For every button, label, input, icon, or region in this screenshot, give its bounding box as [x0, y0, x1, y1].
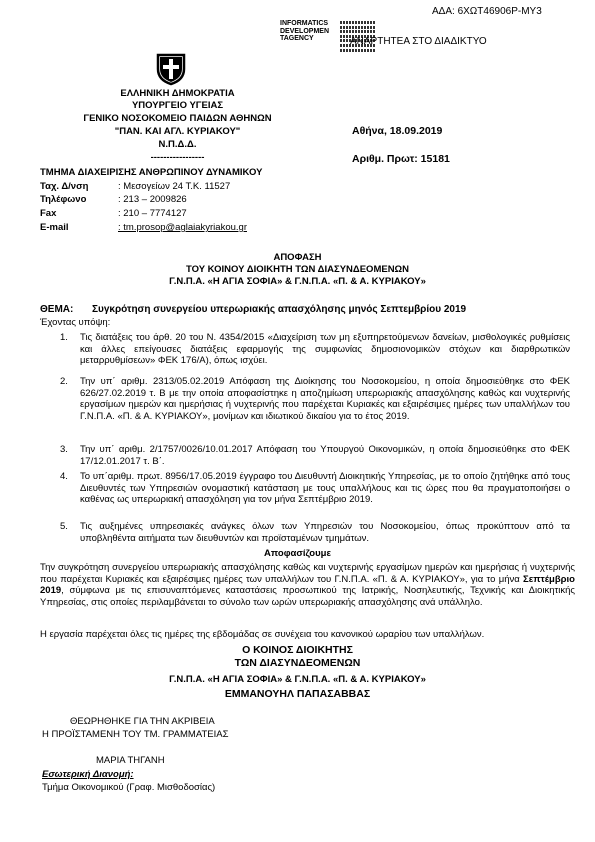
contact-value: : 210 – 7774127	[118, 208, 187, 219]
contact-label: Τηλέφωνο	[40, 194, 87, 205]
posted-online-text: ΑΝΑΡΤΗΤΕΑ ΣΤΟ ΔΙΑΔΙΚΤΥΟ	[350, 36, 487, 47]
item-number: 4.	[60, 471, 68, 482]
item-number: 5.	[60, 521, 68, 532]
header-line: ΥΠΟΥΡΓΕΙΟ ΥΓΕΙΑΣ	[131, 100, 224, 111]
distribution-text: Τμήμα Οικονομικού (Γραφ. Μισθοδοσίας)	[42, 782, 216, 793]
contact-label: Fax	[40, 208, 57, 219]
contact-value: : 213 – 2009826	[118, 194, 187, 205]
protocol-number: Αριθμ. Πρωτ: 15181	[352, 153, 450, 165]
header-divider: -----------------	[150, 152, 205, 163]
item-number: 1.	[60, 332, 68, 343]
decision-title-line: ΤΟΥ ΚΟΙΝΟΥ ΔΙΟΙΚΗΤΗ ΤΩΝ ΔΙΑΣΥΝΔΕΟΜΕΝΩΝ	[185, 264, 410, 275]
signatory-title: ΤΩΝ ΔΙΑΣΥΝΔΕΟΜΕΝΩΝ	[234, 657, 361, 669]
decision-title-line: Γ.Ν.Π.Α. «Η ΑΓΙΑ ΣΟΦΙΑ» & Γ.Ν.Π.Α. «Π. & Α. ΚΥΡΙΑΚΟΥ»	[169, 276, 426, 287]
subject-label: ΘΕΜΑ:	[40, 304, 74, 315]
header-line: ΓΕΝΙΚΟ ΝΟΣΟΚΟΜΕΙΟ ΠΑΙΔΩΝ ΑΘΗΝΩΝ	[83, 113, 272, 124]
subject-text: Συγκρότηση συνεργείου υπερωριακής απασχόλησης μηνός Σεπτεμβρίου 2019	[92, 304, 467, 315]
greek-coat-of-arms-icon	[154, 52, 188, 86]
decision-text: Την συγκρότηση συνεργείου υπερωριακής απασχόλησης καθώς και νυχτερινής εργασίμων ημερών και ημερήσιας ή νυχτερινής που παρέχεται Κυριακές και εξαιρέσιμες ημέρες των υπαλλήλων του Γ.Ν.Π.Α. «Π. & Α. ΚΥΡΙΑΚΟΥ», για το μήνα	[40, 562, 575, 585]
diavgeia-logo	[280, 20, 344, 43]
certification-line: ΘΕΩΡΗΘΗΚΕ ΓΙΑ ΤΗΝ ΑΚΡΙΒΕΙΑ	[70, 716, 215, 727]
distribution-label: Εσωτερική Διανομή:	[42, 769, 134, 780]
list-item: Την υπ΄ αριθμ. 2313/05.02.2019 Απόφαση της Διοίκησης του Νοσοκομείου, η οποία δημοσιεύθηκε στο ΦΕΚ 626/27.02.2019 τ. Β με την οποία αποφασίστηκε η αποζημίωση υπερωριακής απασχόλησης καθώς και νυχτερινής εργασίμων ημερών και ημερήσιας ή νυχτερινής που παρέχεται Κυριακές και εξαιρέσιμες ημέρες των υπαλλήλων του Γ.Ν.Π.Α. «Π. & Α. ΚΥΡΙΑΚΟΥ», μονίμων και ιδιωτικού δικαίου για το έτος 2019.	[80, 376, 570, 422]
email-link[interactable]: : tm.prosop@aglaiakyriakou.gr	[118, 222, 247, 233]
list-item: Τις αυξημένες υπηρεσιακές ανάγκες όλων των Υπηρεσιών του Νοσοκομείου, όπως προκύπτουν από τα υποβληθέντα αιτήματα των διευθυντών και προϊσταμένων τμημάτων.	[80, 521, 570, 544]
decision-text: , σύμφωνα με τις επισυναπτόμενες καταστάσεις προσωπικού της Ιατρικής, Νοσηλευτικής, Τεχνικής και Διοικητικής Υπηρεσίας, στις οποίες περιλαμβάνεται το σύνολο των ωρών υπερωριακής απασχόλησης ανά υπάλληλο.	[40, 585, 575, 608]
ada-code: ΑΔΑ: 6ΧΩΤ46906Ρ-ΜΥ3	[432, 6, 542, 17]
contact-label: E-mail	[40, 222, 69, 233]
logo-word: DEVELOPMEN	[280, 27, 330, 35]
decision-paragraph	[40, 562, 575, 608]
department-name: ΤΜΗΜΑ ΔΙΑΧΕΙΡΙΣΗΣ ΑΝΘΡΩΠΙΝΟΥ ΔΥΝΑΜΙΚΟΥ	[40, 167, 263, 178]
logo-word: INFORMATICS	[280, 20, 329, 27]
item-number: 2.	[60, 376, 68, 387]
signatory-title: Ο ΚΟΙΝΟΣ ΔΙΟΙΚΗΤΗΣ	[242, 644, 353, 656]
header-line: Ν.Π.Δ.Δ.	[158, 139, 197, 150]
we-decide-heading: Αποφασίζουμε	[264, 548, 331, 559]
contact-label: Ταχ. Δ/νση	[40, 181, 89, 192]
decision-month: Σεπτέμβριο 2019	[40, 573, 575, 596]
certifier-name: ΜΑΡΙΑ ΤΗΓΑΝΗ	[96, 755, 165, 766]
header-line: "ΠΑΝ. ΚΑΙ ΑΓΛ. ΚΥΡΙΑΚΟΥ"	[114, 126, 241, 137]
list-item: Το υπ΄αριθμ. πρωτ. 8956/17.05.2019 έγγραφο του Διευθυντή Διοικητικής Υπηρεσίας, με το οποίο ζητήθηκε από τους Διευθυντές των Υπηρεσιών ονομαστική κατάσταση με τους υπαλλήλους και τις ώρες που θα πραγματοποιήσει ο καθένας ως υπερωριακή απασχόληση για τον μήνα Σεπτέμβριο 2019.	[80, 471, 570, 505]
decision-title: ΑΠΟΦΑΣΗ	[273, 252, 322, 263]
list-item: Τις διατάξεις του άρθ. 20 του Ν. 4354/2015 «Διαχείριση των μη εξυπηρετούμενων δανείων, μισθολογικές ρυθμίσεις και άλλες επείγουσες διατάξεις εφαρμογής της συμφωνίας δημοσιονομικών στόχων και διαρθρωτικών μεταρρυθμίσεων» ΦΕΚ 176/Α), όπως ισχύει.	[80, 332, 570, 366]
list-item: Την υπ΄ αριθμ. 2/1757/0026/10.01.2017 Απόφαση του Υπουργού Οικονομικών, η οποία δημοσιεύθηκε στο ΦΕΚ 17/12.01.2017 τ. Β΄.	[80, 444, 570, 467]
certification-line: Η ΠΡΟΪΣΤΑΜΕΝΗ ΤΟΥ ΤΜ. ΓΡΑΜΜΑΤΕΙΑΣ	[42, 729, 229, 740]
logo-word: TAGENCY	[280, 35, 314, 42]
contact-value: : Μεσογείων 24 Τ.Κ. 11527	[118, 181, 231, 192]
signatory-name: ΕΜΜΑΝΟΥΗΛ ΠΑΠΑΣΑΒΒΑΣ	[224, 688, 371, 700]
signatory-title: Γ.Ν.Π.Α. «Η ΑΓΙΑ ΣΟΦΙΑ» & Γ.Ν.Π.Α. «Π. & Α. ΚΥΡΙΑΚΟΥ»	[169, 674, 426, 685]
having-regard: Έχοντας υπόψη:	[40, 317, 111, 328]
item-number: 3.	[60, 444, 68, 455]
document-date: Αθήνα, 18.09.2019	[352, 125, 443, 137]
header-line: ΕΛΛΗΝΙΚΗ ΔΗΜΟΚΡΑΤΙΑ	[120, 88, 235, 99]
decision-note: Η εργασία παρέχεται όλες τις ημέρες της εβδομάδας σε συνέχεια του κανονικού ωραρίου των υπαλλήλων.	[40, 629, 485, 640]
